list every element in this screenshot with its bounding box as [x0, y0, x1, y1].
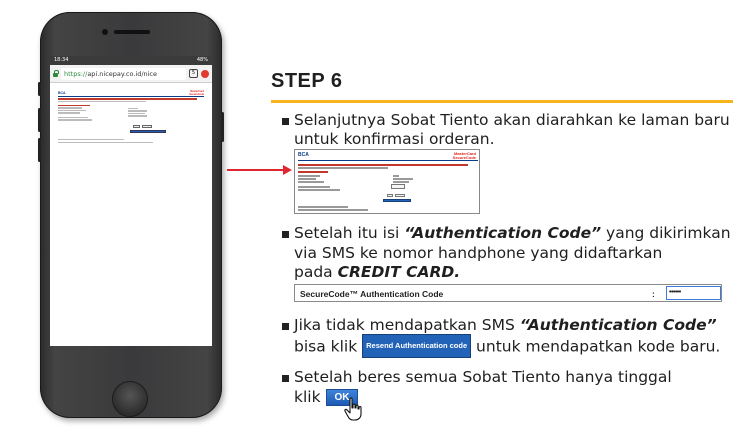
- bullet-icon: [282, 231, 289, 238]
- info-line: [298, 171, 328, 173]
- speaker-grille: [114, 30, 150, 34]
- arrow-right-icon: [227, 169, 284, 171]
- mini-line: [58, 101, 146, 102]
- bullet-2-line-3-pre: pada: [294, 263, 338, 281]
- bullet-2-emphasis: “Authentication Code”: [404, 224, 602, 242]
- mini-confirmation-page: [58, 91, 204, 153]
- confirmation-page-screenshot: [294, 149, 480, 214]
- securecode-field-row: [294, 284, 722, 302]
- info-line: [298, 164, 468, 166]
- camera-icon: [102, 29, 108, 35]
- bullet-icon: [282, 375, 289, 382]
- bullet-1-line-2: untuk konfirmasi orderan.: [294, 130, 495, 148]
- hand-cursor-icon: [343, 397, 365, 421]
- mini-line: [58, 98, 197, 99]
- bullet-4-line-1: Setelah beres semua Sobat Tiento hanya tinggal: [294, 368, 672, 386]
- arrow-head-icon: [283, 165, 292, 175]
- bullet-2-line-2: via SMS ke nomor handphone yang didaftarkan: [294, 244, 663, 262]
- status-battery: 48%: [196, 57, 208, 63]
- mini-line: [128, 110, 147, 111]
- url-host: api.nicepay.co.id/nice: [87, 69, 158, 78]
- info-line: [298, 209, 368, 211]
- url-scheme: https://: [64, 69, 88, 78]
- power-button: [221, 112, 224, 142]
- authentication-code-input[interactable]: ••••••: [666, 286, 721, 300]
- bullet-3-line-2-post: untuk mendapatkan kode baru.: [471, 337, 721, 356]
- home-button: [112, 381, 148, 417]
- menu-icon[interactable]: [201, 70, 209, 78]
- bullet-1-line-1: Selanjutnya Sobat Tiento akan diarahkan ke laman baru: [294, 111, 730, 129]
- mini-bca-logo: BCA: [58, 91, 66, 95]
- info-line: [298, 175, 320, 177]
- mastercard-logo: MasterCard SecureCode: [452, 151, 476, 160]
- mini-line: [58, 105, 90, 106]
- mini-ok-button[interactable]: [387, 194, 393, 197]
- phone-mockup: [40, 12, 222, 418]
- mini-line: [58, 119, 92, 120]
- mini-resend-button[interactable]: [130, 130, 166, 133]
- bullet-2-post: yang dikirimkan: [601, 224, 731, 242]
- resend-authentication-code-button[interactable]: Resend Authentication code: [362, 334, 471, 358]
- mini-line: [58, 139, 124, 140]
- ok-button[interactable]: OK: [326, 389, 358, 406]
- mini-resend-button[interactable]: [383, 199, 411, 202]
- bullet-2-line-3: [294, 263, 460, 281]
- bullet-3-line-2-pre: bisa klik: [294, 337, 363, 356]
- lock-icon: [53, 71, 58, 77]
- info-line: [298, 186, 330, 188]
- mini-line: [58, 107, 82, 108]
- securecode-colon: :: [652, 289, 655, 299]
- info-line: [298, 206, 348, 208]
- mini-cancel-button[interactable]: [395, 194, 405, 197]
- volume-down-button: [38, 138, 41, 162]
- mini-ok-button[interactable]: [133, 125, 140, 128]
- step-divider: [271, 100, 733, 103]
- code-input-box[interactable]: [391, 184, 405, 189]
- info-line: [298, 167, 388, 169]
- step-title: STEP 6: [271, 70, 343, 92]
- mini-mastercard-logo: MasterCard SecureCode: [189, 90, 204, 96]
- bullet-icon: [282, 323, 289, 330]
- bullet-icon: [282, 118, 289, 125]
- mute-switch: [38, 82, 41, 96]
- tabs-icon[interactable]: 5: [189, 69, 198, 78]
- bullet-3-pre: Jika tidak mendapatkan SMS: [294, 316, 520, 334]
- info-line: [298, 189, 340, 191]
- info-line: [393, 181, 409, 183]
- securecode-label: SecureCode™ Authentication Code: [300, 289, 444, 299]
- bca-logo: BCA: [298, 152, 309, 158]
- bullet-2-pre: Setelah itu isi: [294, 224, 405, 242]
- phone-screen: [50, 56, 212, 346]
- mini-line: [128, 115, 147, 116]
- browser-address-bar: [50, 65, 212, 83]
- bullet-2-line-1: [294, 224, 731, 242]
- volume-up-button: [38, 108, 41, 132]
- mini-cancel-button[interactable]: [142, 125, 152, 128]
- header-divider: [298, 160, 478, 161]
- bullet-3-line-2: [294, 336, 720, 358]
- mini-line: [128, 113, 145, 114]
- mini-line: [58, 117, 88, 118]
- info-line: [393, 175, 399, 177]
- url-field[interactable]: [61, 68, 186, 80]
- status-bar: [50, 56, 212, 65]
- mini-line: [128, 108, 138, 109]
- bullet-4-line-2: klik: [294, 388, 321, 406]
- bullet-3-emphasis: “Authentication Code”: [519, 316, 717, 334]
- mini-line: [58, 112, 80, 113]
- mini-line: [58, 142, 153, 143]
- info-line: [298, 178, 316, 180]
- info-line: [298, 181, 324, 183]
- bullet-3-line-1: [294, 316, 717, 334]
- status-time: 18:34: [54, 57, 69, 63]
- info-line: [393, 178, 413, 180]
- bullet-2-line-3-emphasis: CREDIT CARD.: [337, 263, 461, 281]
- mini-divider: [58, 96, 204, 97]
- mini-line: [58, 110, 86, 111]
